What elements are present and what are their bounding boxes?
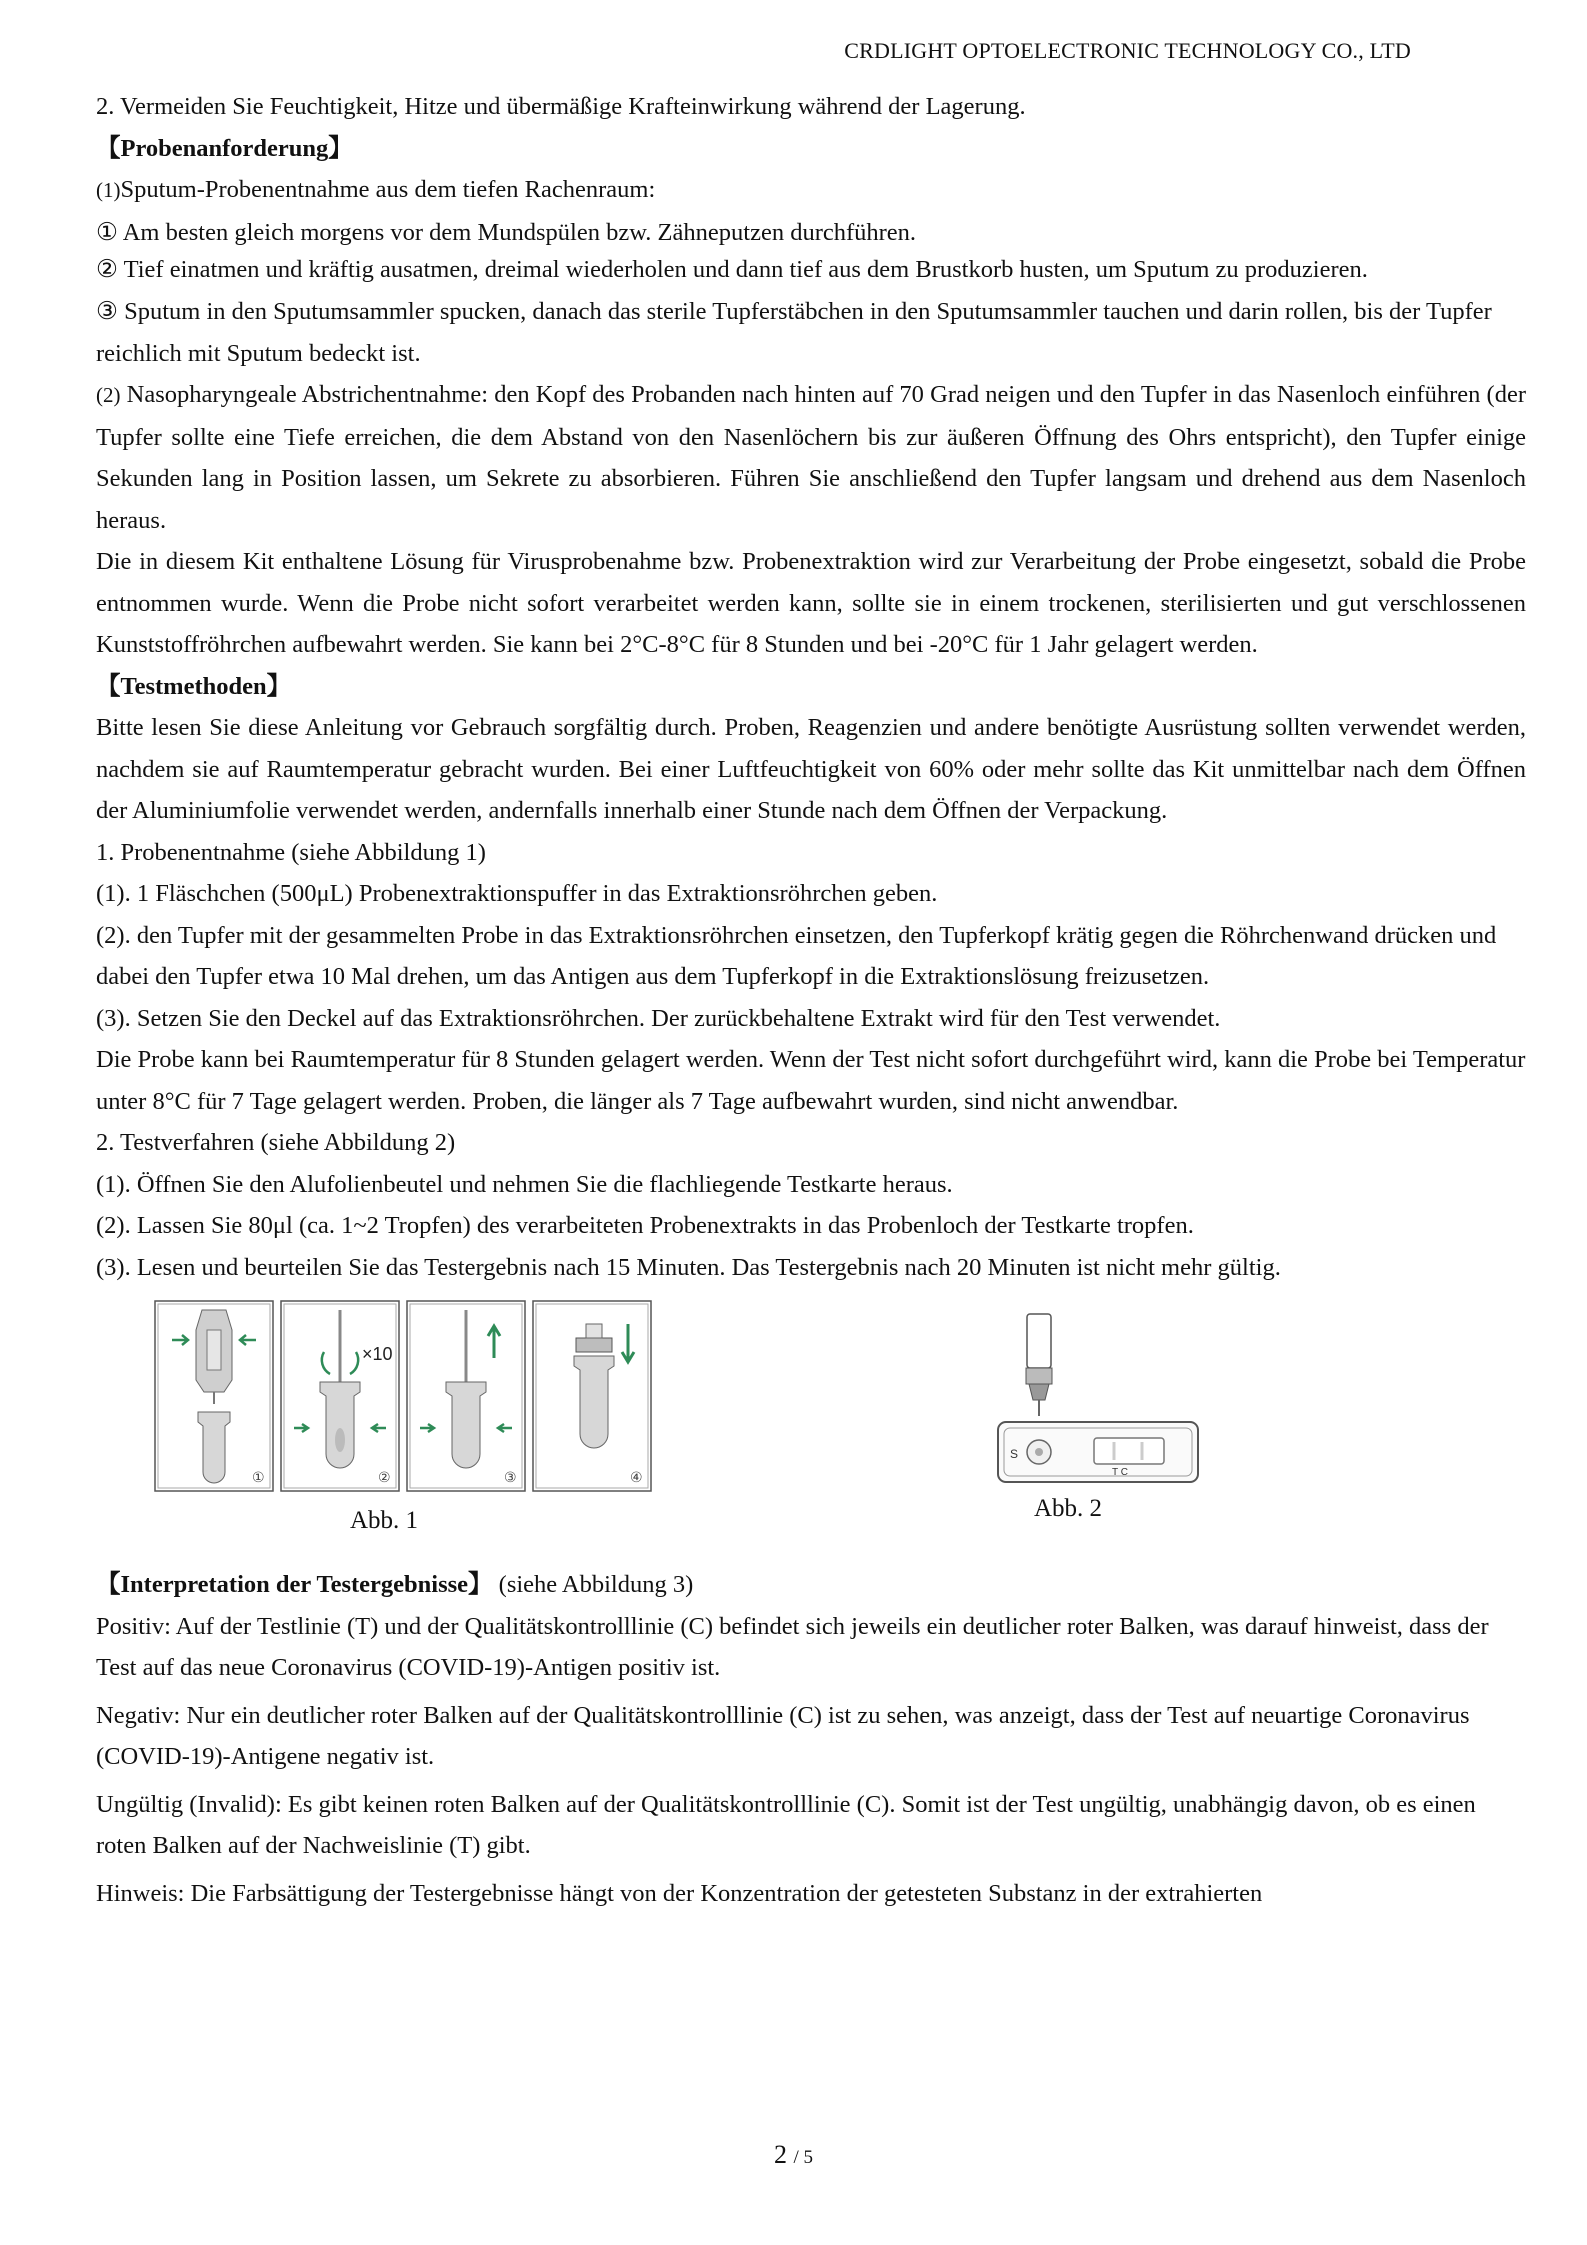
sputum-step-3: ③ Sputum in den Sputumsammler spucken, danach das sterile Tupferstäbchen in den Sputumsammler tauchen und darin rollen, bis der Tupfer reichlich mit Sputum bedeckt ist. — [96, 298, 1492, 367]
extraction-paragraph: Die in diesem Kit enthaltene Lösung für Virusprobenahme bzw. Probenextraktion wird zur Verarbeitung der Probe eingesetzt, sobald die Probe entnommen wurde. Wenn die Probe nicht sofort verarbeitet werden kann, sollte sie in einem trockenen, sterilisierten und gut verschlossenen Kunststoffröhrchen aufbewahrt werden. Sie kann bei 2°C-8°C für 8 Stunden und bei -20°C für 1 Jahr gelagert werden. — [96, 548, 1526, 658]
testmethoden-intro: Bitte lesen Sie diese Anleitung vor Gebrauch sorgfältig durch. Proben, Reagenzien und andere benötigte Ausrüstung sollten verwendet werden, nachdem sie auf Raumtemperatur gebracht wurden. Bei einer Luftfeuchtigkeit von 60% oder mehr sollte das Kit unmittelbar nach dem Öffnen der Aluminiumfolie verwendet werden, andernfalls innerhalb einer Stunde nach dem Öffnen der Verpackung. — [96, 714, 1526, 824]
step1-item-2: (2). den Tupfer mit der gesammelten Probe in das Extraktionsröhrchen einsetzen, den Tupferkopf krätig gegen die Röhrchenwand drücken und dabei den Tupfer etwa 10 Mal drehen, um das Antigen aus dem Tupferkopf in die Extraktionslösung freizusetzen. — [96, 921, 1497, 990]
nasopharyngeal-number: (2) — [96, 383, 121, 407]
step1-title: 1. Probenentnahme (siehe Abbildung 1) — [96, 838, 486, 866]
step2-item-3: (3). Lesen und beurteilen Sie das Testergebnis nach 15 Minuten. Das Testergebnis nach 20 Minuten ist nicht mehr gültig. — [96, 1253, 1281, 1281]
page-total: / 5 — [793, 2147, 814, 2168]
result-ungueltig: Ungültig (Invalid): Es gibt keinen roten Balken auf der Qualitätskontrolllinie (C). Somit ist der Test ungültig, unabhängig davon, ob es einen roten Balken auf der Nachweislinie (T) gibt. — [96, 1790, 1476, 1859]
sample-storage: Die Probe kann bei Raumtemperatur für 8 Stunden gelagert werden. Wenn der Test nicht sofort durchgeführt wird, kann die Probe bei Temperatur unter 8°C für 7 Tage gelagert werden. Proben, die länger als 7 Tage aufbewahrt wurden, sind nicht anwendbar. — [96, 1046, 1526, 1115]
sample-hole-label: S — [1010, 1447, 1019, 1461]
result-positiv: Positiv: Auf der Testlinie (T) und der Qualitätskontrolllinie (C) befindet sich jeweils ein deutlicher roter Balken, was darauf hinweist, dass der Test auf das neue Coronavirus (COVID-19)-Antigen positiv ist. — [96, 1612, 1489, 1681]
heading-testmethoden: 【Testmethoden】 — [96, 672, 292, 700]
step1-item-1: (1). 1 Fläschchen (500μL) Probenextraktionspuffer in das Extraktionsröhrchen geben. — [96, 880, 938, 907]
result-hinweis: Hinweis: Die Farbsättigung der Testergebnisse hängt von der Konzentration der getesteten Substanz in der extrahierten — [96, 1879, 1263, 1907]
tc-label: T C — [1112, 1467, 1128, 1478]
step2-title: 2. Testverfahren (siehe Abbildung 2) — [96, 1129, 456, 1156]
step2-item-1: (1). Öffnen Sie den Alufolienbeutel und nehmen Sie die flachliegende Testkarte heraus. — [96, 1170, 953, 1198]
document-body — [96, 86, 1526, 1914]
sputum-step-2: ② Tief einatmen und kräftig ausatmen, dreimal wiederholen und dann tief aus dem Brustkorb husten, um Sputum zu produzieren. — [96, 256, 1368, 283]
interpretation-heading-line — [96, 1564, 1526, 1606]
step1-item-3: (3). Setzen Sie den Deckel auf das Extraktionsröhrchen. Der zurückbehaltene Extrakt wird für den Test verwendet. — [96, 1004, 1221, 1032]
result-negativ: Negativ: Nur ein deutlicher roter Balken auf der Qualitätskontrolllinie (C) ist zu sehen, was anzeigt, dass der Test auf neuartige Coronavirus (COVID-19)-Antigene negativ ist. — [96, 1701, 1470, 1770]
interpretation-reference: (siehe Abbildung 3) — [492, 1571, 694, 1598]
heading-probenanforderung: 【Probenanforderung】 — [96, 134, 353, 162]
heading-interpretation: 【Interpretation der Testergebnisse】 — [96, 1571, 493, 1598]
step2-item-2: (2). Lassen Sie 80μl (ca. 1~2 Tropfen) des verarbeiteten Probenextrakts in das Probenloch der Testkarte tropfen. — [96, 1212, 1194, 1239]
panel-number-3: ③ — [504, 1470, 517, 1486]
sputum-step-1: ① Am besten gleich morgens vor dem Mundspülen bzw. Zähneputzen durchführen. — [96, 218, 917, 246]
figure-2-caption: Abb. 2 — [1034, 1495, 1103, 1522]
panel-number-2: ② — [378, 1470, 391, 1486]
sputum-number: (1) — [96, 178, 121, 202]
page-current: 2 — [773, 2140, 787, 2169]
panel-number-4: ④ — [630, 1470, 643, 1486]
nasopharyngeal-paragraph: (2) Nasopharyngeale Abstrichentnahme: den Kopf des Probanden nach hinten auf 70 Grad neigen und den Tupfer in das Nasenloch einführen (der Tupfer sollte eine Tiefe erreichen, die dem Abstand von den Nasenlöchern bis zur äußeren Öffnung des Ohrs entspricht), den Tupfer einige Sekunden lang in Position lassen, um Sekrete zu absorbieren. Führen Sie anschließend den Tupfer langsam und drehend aus dem Nasenloch heraus. — [96, 381, 1526, 534]
figure-1-illustration — [154, 1300, 674, 1496]
figure-2-illustration — [996, 1312, 1206, 1488]
rotate-count-label: ×10 — [362, 1344, 393, 1364]
figure-1-caption: Abb. 1 — [350, 1507, 419, 1534]
company-header: CRDLIGHT OPTOELECTRONIC TECHNOLOGY CO., LTD — [844, 38, 1411, 63]
page-number — [0, 2140, 1587, 2170]
figures-row — [96, 1300, 1526, 1562]
panel-number-1: ① — [252, 1470, 265, 1486]
sputum-title: (1)Sputum-Probenentnahme aus dem tiefen Rachenraum: — [96, 176, 656, 203]
storage-note: 2. Vermeiden Sie Feuchtigkeit, Hitze und übermäßige Krafteinwirkung während der Lagerung. — [96, 93, 1026, 120]
